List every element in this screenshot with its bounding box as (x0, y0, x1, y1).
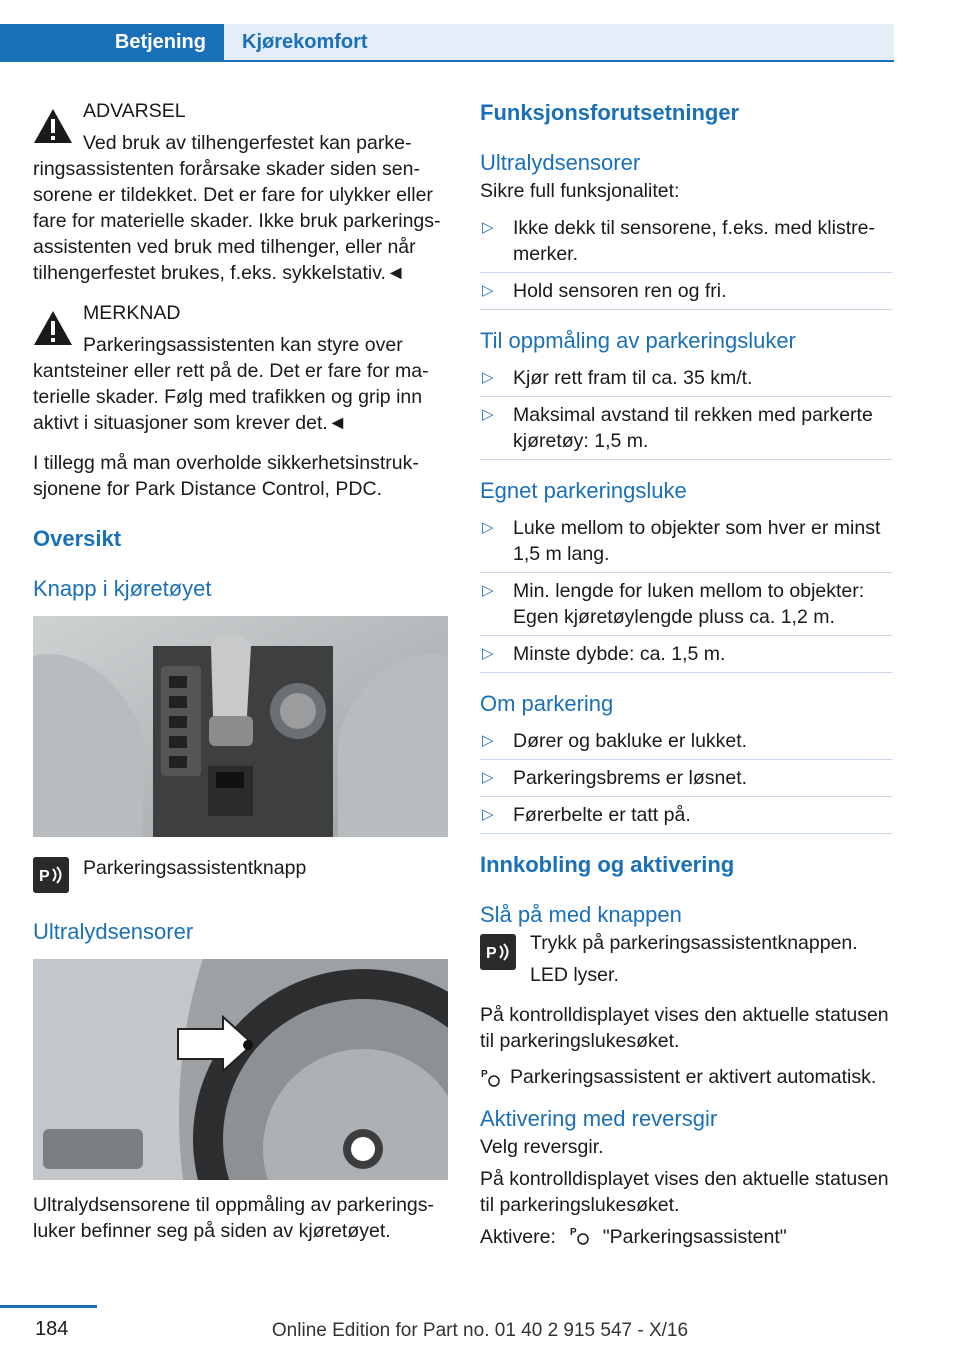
ultralyd-list (480, 210, 892, 310)
note-notice (33, 300, 448, 436)
parking-sensor-icon (569, 1224, 591, 1246)
list-item: ▷ Førerbelte er tatt på. (480, 796, 892, 834)
warning-first-line: Ved bruk av tilhengerfestet kan parke- (83, 132, 412, 154)
warning-triangle-icon (33, 108, 73, 144)
ultralyd-heading-right: Ultralydsensorer (480, 150, 641, 175)
bullet-triangle-icon: ▷ (482, 769, 494, 786)
activate-value: "Parkeringsassistent" (602, 1226, 787, 1248)
tab-kjorekomfort[interactable]: Kjørekomfort (224, 24, 894, 60)
button-instruction-row (480, 930, 892, 990)
reverse-heading: Aktivering med reversgir (480, 1106, 718, 1131)
button-line1: Trykk på parkeringsassistentknappen. (530, 932, 858, 954)
display-text-2: På kontrolldisplayet vises den aktuelle statusen til parkeringslukesøket. (480, 1168, 889, 1216)
tab-betjening[interactable]: Betjening (0, 24, 224, 60)
warning-title: ADVARSEL (83, 100, 186, 122)
knapp-heading: Knapp i kjøretøyet (33, 576, 212, 601)
parking-heading: Om parkering (480, 691, 614, 716)
parking-assistant-icon (480, 934, 516, 970)
activate-label: Aktivere: (480, 1226, 556, 1248)
parking-sensor-icon (480, 1066, 502, 1088)
list-item: ▷ Hold sensoren ren og fri. (480, 272, 892, 310)
list-item: ▷ Parkeringsbrems er løsnet. (480, 759, 892, 796)
parking-list (480, 723, 892, 834)
note-text: kantsteiner eller rett på de. Det er fare for materielle skader. Følg med trafikken og grip inn aktivt i situasjoner som krever det.◄ (33, 360, 429, 434)
bullet-triangle-icon: ▷ (482, 806, 494, 823)
auto-activated-text: Parkeringsassistent er aktivert automatisk. (510, 1066, 877, 1088)
edition-footer: Online Edition for Part no. 01 40 2 915 547 - X/16 (271, 1320, 689, 1341)
bullet-triangle-icon: ▷ (482, 282, 494, 299)
note-title: MERKNAD (83, 302, 181, 324)
bullet-triangle-icon: ▷ (482, 519, 494, 536)
list-item: ▷ Dører og bakluke er lukket. (482, 730, 748, 752)
svg-text:P: P (570, 1227, 577, 1238)
right-column (480, 98, 892, 1250)
button-caption-row (33, 853, 448, 897)
func-heading: Funksjonsforutsetninger (480, 100, 740, 125)
button-caption: Parkeringsassistentknapp (83, 857, 307, 879)
svg-text:P: P (39, 868, 50, 885)
center-console-photo (33, 616, 448, 837)
page-header (0, 0, 894, 62)
activate-line (480, 1224, 892, 1250)
list-item: ▷ Min. lengde for luken mellom to objekter: Egen kjøretøylengde pluss ca. 1,2 m. (480, 572, 892, 635)
header-divider (0, 60, 894, 62)
warning-text: ringsassistenten forårsake skader siden sensorene er tildekket. Det er fare for ulykker eller fare for materielle skader. Ikke bruk parkeringsassistenten ved bruk med tilhenger, eller når tilhengerfestet brukes, f.eks. sykkelstativ.◄ (33, 158, 441, 284)
extra-safety-text: I tillegg må man overholde sikkerhetsinstruksjonene for Park Distance Control, PDC. (33, 452, 419, 500)
warning-notice (33, 98, 448, 286)
ultralyd-heading-left: Ultralydsensorer (33, 919, 194, 944)
page-number: 184 (35, 1318, 69, 1340)
measure-heading: Til oppmåling av parkeringsluker (480, 328, 796, 353)
ultrasonic-sensor-photo (33, 959, 448, 1180)
button-line2: LED lyser. (530, 964, 619, 986)
list-item: ▷ Kjør rett fram til ca. 35 km/t. (482, 367, 753, 389)
svg-text:P: P (486, 945, 497, 962)
bullet-triangle-icon: ▷ (482, 732, 494, 749)
left-column (33, 98, 448, 1254)
bullet-triangle-icon: ▷ (482, 406, 494, 423)
gap-heading: Egnet parkeringsluke (480, 478, 687, 503)
display-text: På kontrolldisplayet vises den aktuelle statusen til parkeringslukesøket. (480, 1004, 889, 1052)
auto-activated-row (480, 1064, 892, 1090)
parking-assistant-icon (33, 857, 69, 893)
ultralyd-caption: Ultralydsensorene til oppmåling av parkeringsluker befinner seg på siden av kjøretøyet. (33, 1194, 435, 1242)
measure-list (480, 360, 892, 460)
list-item: ▷ Luke mellom to objekter som hver er minst 1,5 m lang. (482, 517, 881, 565)
reverse-line: Velg reversgir. (480, 1136, 604, 1158)
bullet-triangle-icon: ▷ (482, 219, 494, 236)
svg-text:P: P (481, 1069, 488, 1080)
gap-list (480, 510, 892, 673)
list-item: ▷ Maksimal avstand til rekken med parkerte kjøretøy: 1,5 m. (480, 396, 892, 460)
activation-heading: Innkobling og aktivering (480, 852, 735, 877)
notice-triangle-icon (33, 310, 73, 346)
bullet-triangle-icon: ▷ (482, 369, 494, 386)
ultralyd-intro: Sikre full funksjonalitet: (480, 180, 680, 202)
bullet-triangle-icon: ▷ (482, 582, 494, 599)
list-item: ▷ Ikke dekk til sensorene, f.eks. med klistremerker. (482, 217, 875, 265)
footer-divider (0, 1305, 97, 1308)
button-heading: Slå på med knappen (480, 902, 682, 927)
bullet-triangle-icon: ▷ (482, 645, 494, 662)
oversikt-heading: Oversikt (33, 526, 122, 551)
note-first-line: Parkeringsassistenten kan styre over (83, 334, 403, 356)
list-item: ▷ Minste dybde: ca. 1,5 m. (480, 635, 892, 673)
